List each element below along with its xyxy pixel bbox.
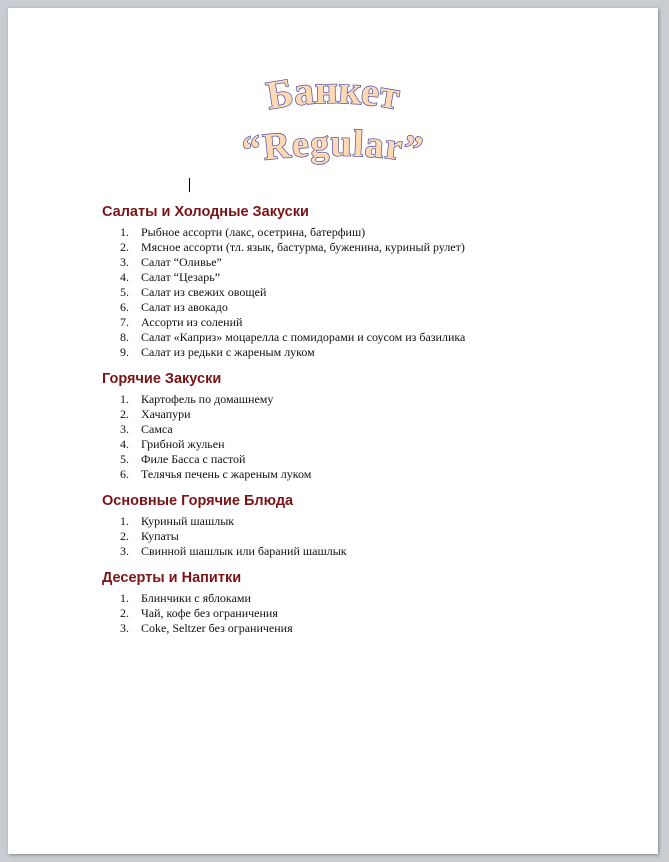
list-number: 5. (120, 285, 129, 299)
menu-item-text: Филе Басса с пастой (141, 452, 246, 466)
list-item (102, 422, 622, 437)
list-number: 8. (120, 330, 129, 344)
menu-item-list (102, 591, 622, 636)
list-number: 6. (120, 467, 129, 481)
list-number: 3. (120, 422, 129, 436)
list-number: 3. (120, 621, 129, 635)
list-number: 6. (120, 300, 129, 314)
document-page (8, 8, 658, 854)
list-number: 1. (120, 514, 129, 528)
list-item (102, 467, 622, 482)
menu-section (102, 491, 622, 559)
menu-content (102, 202, 622, 645)
list-item (102, 330, 622, 345)
menu-item-text: Грибной жульен (141, 437, 225, 451)
list-item (102, 407, 622, 422)
menu-section (102, 202, 622, 360)
menu-item-text: Салат «Каприз» моцарелла с помидорами и соусом из базилика (141, 330, 466, 344)
section-heading: Салаты и Холодные Закуски (102, 204, 309, 220)
list-number: 1. (120, 392, 129, 406)
list-item (102, 591, 622, 606)
wordart-line-2: “Regular” (239, 122, 427, 172)
list-item (102, 240, 622, 255)
list-item (102, 270, 622, 285)
list-item (102, 300, 622, 315)
list-item (102, 544, 622, 559)
list-item (102, 529, 622, 544)
list-item (102, 437, 622, 452)
list-number: 4. (120, 270, 129, 284)
list-item (102, 392, 622, 407)
menu-item-text: Coke, Seltzer без ограничения (141, 621, 293, 635)
list-item (102, 621, 622, 636)
menu-item-text: Салат “Оливье” (141, 255, 222, 269)
menu-item-text: Салат из авокадо (141, 300, 228, 314)
list-number: 3. (120, 255, 129, 269)
menu-item-list (102, 225, 622, 360)
menu-item-text: Мясное ассорти (тл. язык, бастурма, буженина, куриный рулет) (141, 240, 465, 254)
menu-item-text: Чай, кофе без ограничения (141, 606, 278, 620)
menu-item-text: Рыбное ассорти (лакс, осетрина, батерфиш) (141, 225, 366, 239)
menu-item-text: Купаты (141, 529, 179, 543)
list-number: 2. (120, 240, 129, 254)
text-cursor (189, 178, 190, 192)
list-item (102, 345, 622, 360)
menu-item-text: Салат из свежих овощей (141, 285, 267, 299)
list-number: 2. (120, 529, 129, 543)
list-number: 3. (120, 544, 129, 558)
menu-item-list (102, 514, 622, 559)
list-item (102, 606, 622, 621)
menu-section (102, 568, 622, 636)
menu-item-text: Куриный шашлык (141, 514, 235, 528)
menu-item-list (102, 392, 622, 482)
wordart-line-1: Банкет (263, 66, 404, 119)
list-item (102, 315, 622, 330)
menu-item-text: Блинчики с яблоками (141, 591, 251, 605)
list-number: 5. (120, 452, 129, 466)
wordart-title (8, 8, 658, 208)
list-item (102, 452, 622, 467)
menu-item-text: Хачапури (141, 407, 191, 421)
menu-section (102, 369, 622, 482)
section-heading: Основные Горячие Блюда (102, 493, 294, 509)
list-number: 9. (120, 345, 129, 359)
menu-item-text: Картофель по домашнему (141, 392, 274, 406)
list-number: 7. (120, 315, 129, 329)
section-heading: Горячие Закуски (102, 371, 222, 387)
section-heading: Десерты и Напитки (102, 570, 242, 586)
menu-item-text: Салат “Цезарь” (141, 270, 221, 284)
list-number: 1. (120, 591, 129, 605)
menu-item-text: Свинной шашлык или бараний шашлык (141, 544, 347, 558)
menu-item-text: Телячья печень с жареным луком (141, 467, 312, 481)
list-number: 2. (120, 606, 129, 620)
list-item (102, 255, 622, 270)
list-item (102, 285, 622, 300)
list-number: 1. (120, 225, 129, 239)
menu-item-text: Салат из редьки с жареным луком (141, 345, 315, 359)
menu-item-text: Самса (141, 422, 173, 436)
list-item (102, 514, 622, 529)
list-number: 2. (120, 407, 129, 421)
list-item (102, 225, 622, 240)
list-number: 4. (120, 437, 129, 451)
menu-item-text: Ассорти из солений (141, 315, 243, 329)
